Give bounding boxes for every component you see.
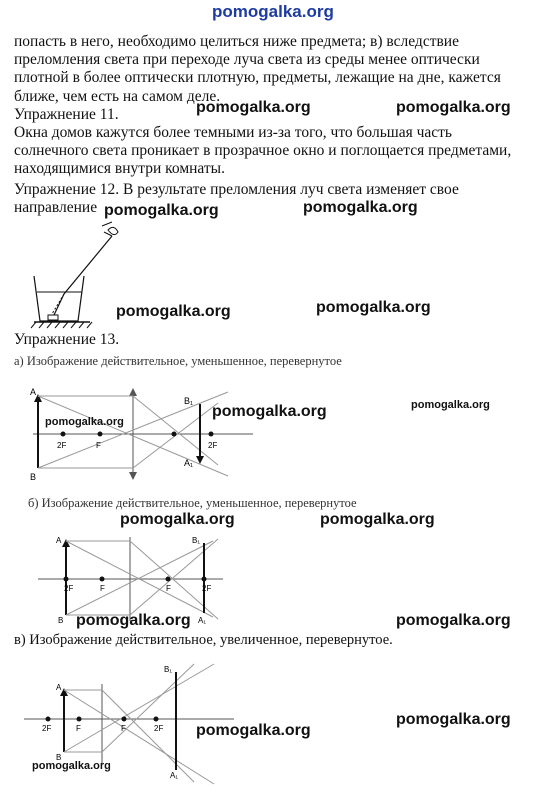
label-b1: B₁ [192,536,201,545]
label-b1: B₁ [164,665,173,674]
label-2f: 2F [154,724,164,733]
watermark: pomogalka.org [45,416,124,428]
watermark: pomogalka.org [196,99,311,116]
watermark: pomogalka.org [116,303,231,320]
exercise-11-title: Упражнение 11. [14,106,119,123]
label-f: F [76,724,81,733]
caption-a: а) Изображение действительное, уменьшенное, перевернутое [14,354,342,368]
label-a1: A₁ [184,458,194,468]
label-a1: A₁ [170,771,179,780]
caption-b: б) Изображение действительное, уменьшенное, перевернутое [28,496,357,510]
label-b: B [30,472,37,482]
watermark: pomogalka.org [104,202,219,219]
label-2f: 2F [202,584,212,593]
exercise-13-title: Упражнение 13. [14,331,120,348]
label-a: A [56,536,62,545]
watermark: pomogalka.org [120,511,235,528]
exercise-11-answer [14,124,511,179]
label-f: F [166,584,171,593]
label-b: B [56,753,62,762]
watermark: pomogalka.org [76,612,191,629]
watermark: pomogalka.org [396,99,511,116]
label-a1: A₁ [198,616,207,625]
label-b: B [58,616,64,625]
text-line: направление [14,199,98,217]
text-line: Упражнение 12. В результате преломления луч света изменяет свое [14,181,459,198]
label-2f: 2F [64,584,74,593]
watermark: pomogalka.org [411,399,490,411]
watermark: pomogalka.org [316,299,431,316]
text-line: преломления света при переходе луча света из среды менее оптически [14,51,480,69]
watermark: pomogalka.org [32,760,111,772]
label-2f: 2F [57,441,67,450]
text-line: находящимися внутри комнаты. [14,160,225,178]
paragraph-answer-10 [14,33,501,106]
label-a: A [56,683,62,692]
text-line: плотной в более оптически плотную, предметы, лежащие на дне, кажется [14,69,501,87]
lens-diagram-a [28,382,278,482]
watermark: pomogalka.org [196,722,311,739]
label-f: F [96,441,101,450]
label-f: F [100,584,105,593]
label-2f: 2F [42,724,52,733]
watermark: pomogalka.org [320,511,435,528]
label-f: F [121,724,126,733]
text-line: Окна домов кажутся более темными из-за того, что большая часть [14,124,452,141]
caption-c: в) Изображение действительное, увеличенное, перевернутое. [14,632,393,648]
text-line: ближе, чем есть на самом деле. [14,87,221,105]
text-line: солнечного света проникает в прозрачное окно и поглощается предметами, [14,142,512,160]
label-b1: B₁ [184,396,194,406]
lens-diagram-b [38,533,238,623]
site-header[interactable]: pomogalka.org [212,2,334,21]
watermark: pomogalka.org [212,403,327,420]
label-a: A [30,387,37,397]
label-2f: 2F [208,441,218,450]
watermark: pomogalka.org [396,612,511,629]
watermark: pomogalka.org [303,199,418,216]
text-line: попасть в него, необходимо целиться ниже предмета; в) вследствие [14,33,459,50]
watermark: pomogalka.org [396,711,511,728]
